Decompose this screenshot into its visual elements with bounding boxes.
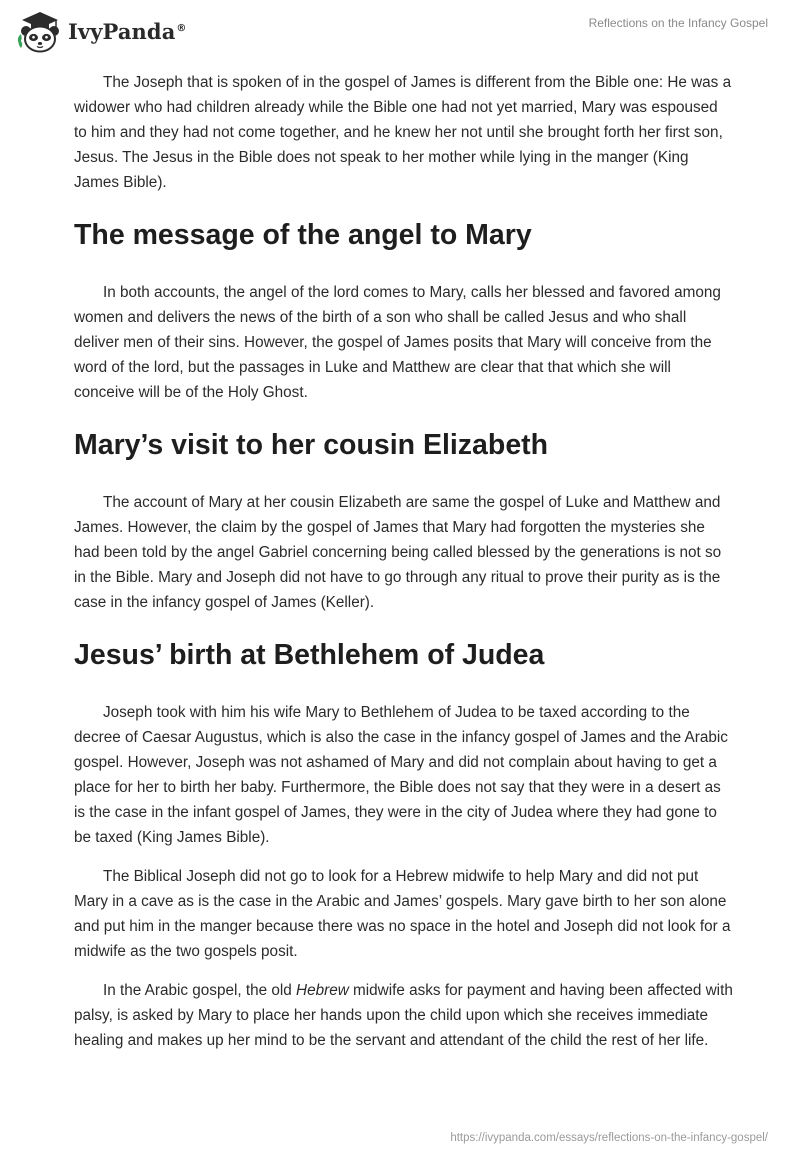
paragraph-text: midwife asks for payment and having been affected with palsy, is asked by Mary to place her hands upon the child upon which she receives immediate healing and makes up her mind to be the servant and attendant of the child the rest of her life. [74,982,733,1049]
registered-mark: ® [176,22,187,34]
paragraph: The Joseph that is spoken of in the gospel of James is different from the Bible one: He was a widower who had children already while the Bible one had not yet married, Mary was espoused to him and they had not come together, and he knew her not until she brought forth her first son, Jesus. The Jesus in the Bible does not speak to her mother while lying in the manger (King James Bible). [74,74,732,191]
section-heading: Mary’s visit to her cousin Elizabeth [74,429,549,461]
paragraph [74,978,734,1053]
section-heading: Jesus’ birth at Bethlehem of Judea [74,639,545,671]
paragraph: The Biblical Joseph did not go to look for a Hebrew midwife to help Mary and did not put Mary in a cave as is the case in the Arabic and James’ gospels. Mary gave birth to her son alone and put him in the manger because there was no space in the hotel and Joseph did not look for a midwife as the two gospels posit. [74,868,731,960]
brand-logo[interactable] [14,8,187,54]
paragraph: The account of Mary at her cousin Elizabeth are same the gospel of Luke and Matthew and James. However, the claim by the gospel of James that Mary had forgotten the mysteries she had been told by the angel Gabriel concerning being called blessed by the generations is not so in the Bible. Mary and Joseph did not have to go through any ritual to prove their purity as is the case in the infancy gospel of James (Keller). [74,494,722,611]
brand-name: IvyPanda® [68,18,187,44]
paragraph: Joseph took with him his wife Mary to Bethlehem of Judea to be taxed according to the decree of Caesar Augustus, which is also the case in the infancy gospel of James and the Arabic gospel. However, Joseph was not ashamed of Mary and did not complain about having to get a place for her to birth her baby. Furthermore, the Bible does not say that they were in a desert as is the case in the infant gospel of James, they were in the city of Judea where they had gone to be taxed (King James Bible). [74,704,728,846]
essay-content [74,70,734,1067]
section-heading: The message of the angel to Mary [74,219,532,251]
panda-graduate-icon [14,8,66,54]
document-title: Reflections on the Infancy Gospel [588,16,768,30]
paragraph-text: In the Arabic gospel, the old [103,982,297,999]
emphasis-text: Hebrew [296,982,349,999]
page-header [0,0,800,60]
source-url[interactable]: https://ivypanda.com/essays/reflections-on-the-infancy-gospel/ [450,1132,768,1144]
paragraph: In both accounts, the angel of the lord comes to Mary, calls her blessed and favored among women and delivers the news of the birth of a son who shall be called Jesus and who shall deliver men of their sins. However, the gospel of James posits that Mary will conceive from the word of the lord, but the passages in Luke and Matthew are clear that that which she will conceive will be of the Holy Ghost. [74,284,721,401]
